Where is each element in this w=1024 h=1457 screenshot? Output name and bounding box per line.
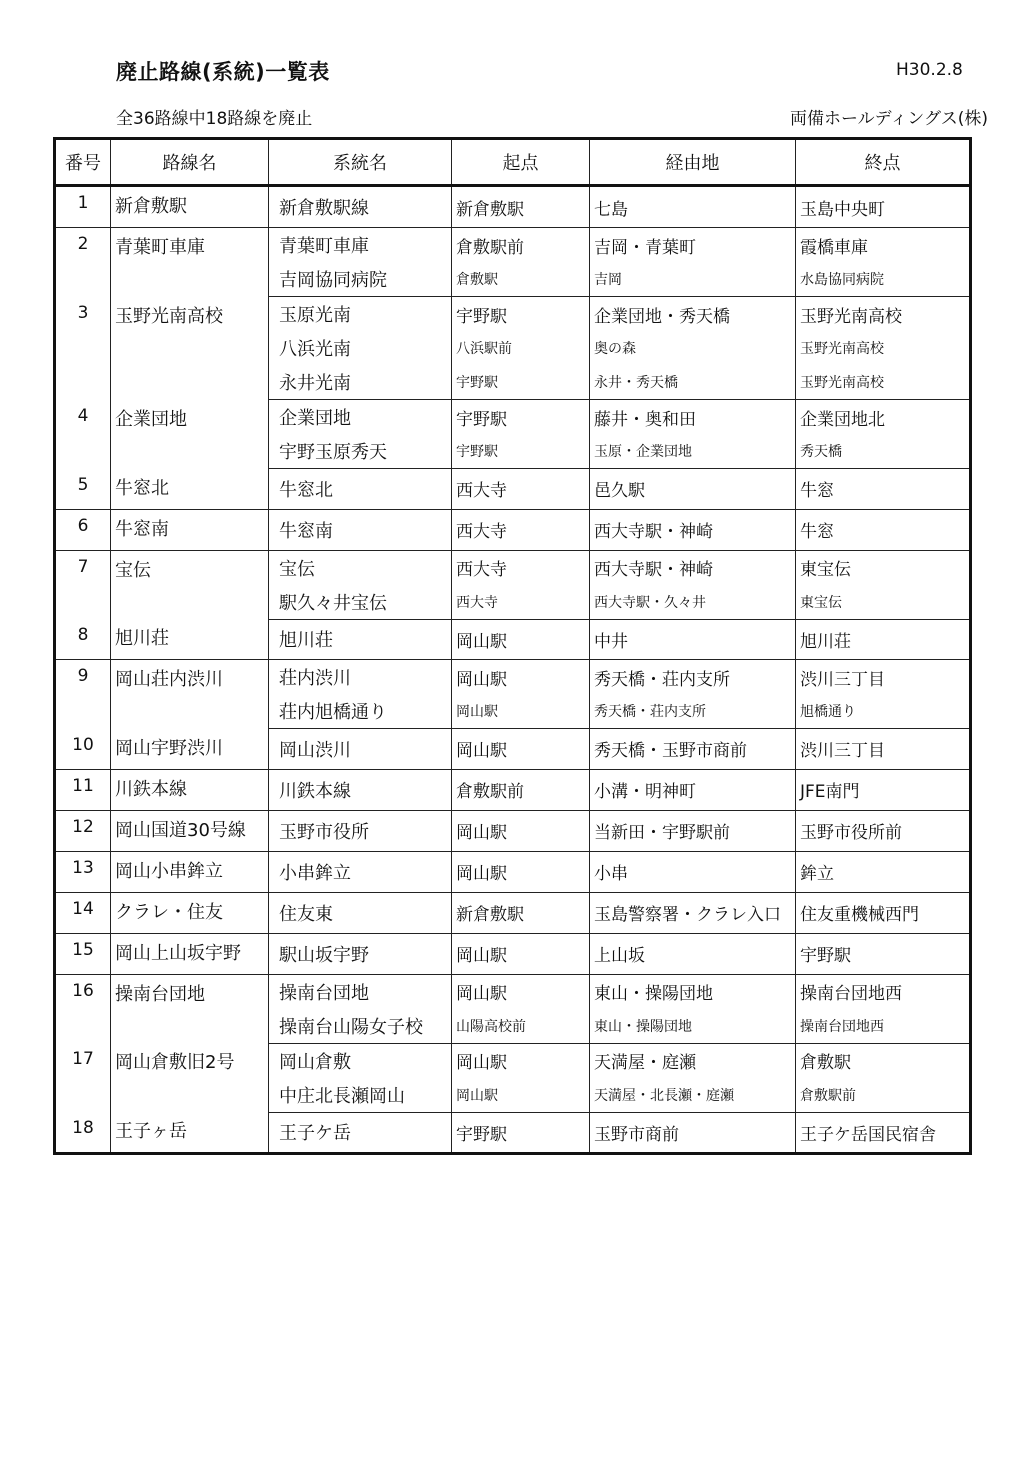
end-point: 操南台団地西 — [796, 1009, 971, 1044]
route-name: 岡山宇野渋川 — [111, 729, 269, 770]
via-points: 東山・操陽団地 — [590, 974, 796, 1009]
table-body — [55, 186, 971, 1154]
via-points: 企業団地・秀天橋 — [590, 297, 796, 332]
page-subtitle: 全36路線中18路線を廃止 — [116, 109, 313, 129]
table-row — [55, 550, 971, 585]
route-name: 岡山国道30号線 — [111, 810, 269, 851]
system-name: 新倉敷駅線 — [269, 186, 452, 228]
system-name: 操南台団地 — [269, 974, 452, 1009]
end-point: 牛窓 — [796, 509, 971, 550]
start-point: 倉敷駅前 — [452, 228, 590, 263]
route-name: クラレ・住友 — [111, 892, 269, 933]
system-name: 宇野玉原秀天 — [269, 434, 452, 469]
route-name: 岡山小串鉾立 — [111, 851, 269, 892]
route-name: 新倉敷駅 — [111, 186, 269, 228]
start-point: 岡山駅 — [452, 810, 590, 851]
route-number: 12 — [55, 810, 111, 851]
end-point: 渋川三丁目 — [796, 729, 971, 770]
route-number: 7 — [55, 550, 111, 619]
system-name: 牛窓南 — [269, 509, 452, 550]
route-name: 企業団地 — [111, 400, 269, 469]
start-point: 岡山駅 — [452, 974, 590, 1009]
page-title: 廃止路線(系統)一覧表 — [116, 60, 330, 84]
via-points: 永井・秀天橋 — [590, 365, 796, 400]
table-row — [55, 769, 971, 810]
route-number: 1 — [55, 186, 111, 228]
route-name: 旭川荘 — [111, 619, 269, 660]
start-point: 宇野駅 — [452, 365, 590, 400]
end-point: 玉野光南高校 — [796, 365, 971, 400]
end-point: 霞橋車庫 — [796, 228, 971, 263]
via-points: 奥の森 — [590, 331, 796, 365]
via-points: 秀天橋・荘内支所 — [590, 660, 796, 695]
start-point: 宇野駅 — [452, 297, 590, 332]
system-name: 旭川荘 — [269, 619, 452, 660]
route-number: 8 — [55, 619, 111, 660]
end-point: 旭川荘 — [796, 619, 971, 660]
start-point: 西大寺 — [452, 509, 590, 550]
end-point: 東宝伝 — [796, 585, 971, 620]
start-point: 倉敷駅 — [452, 262, 590, 297]
system-name: 岡山渋川 — [269, 729, 452, 770]
via-points: 小串 — [590, 851, 796, 892]
table-row — [55, 469, 971, 510]
via-points: 吉岡・青葉町 — [590, 228, 796, 263]
end-point: 東宝伝 — [796, 550, 971, 585]
route-number: 13 — [55, 851, 111, 892]
table-row — [55, 933, 971, 974]
route-number: 4 — [55, 400, 111, 469]
route-number: 16 — [55, 974, 111, 1043]
table-row — [55, 228, 971, 263]
end-point: 旭橋通り — [796, 694, 971, 729]
table-row — [55, 1043, 971, 1078]
route-name: 青葉町車庫 — [111, 228, 269, 297]
via-points: 当新田・宇野駅前 — [590, 810, 796, 851]
system-name: 荘内渋川 — [269, 660, 452, 695]
system-name: 操南台山陽女子校 — [269, 1009, 452, 1044]
end-point: 渋川三丁目 — [796, 660, 971, 695]
system-name: 宝伝 — [269, 550, 452, 585]
system-name: 川鉄本線 — [269, 769, 452, 810]
end-point: 企業団地北 — [796, 400, 971, 435]
via-points: 中井 — [590, 619, 796, 660]
table-row — [55, 400, 971, 435]
table-row — [55, 892, 971, 933]
system-name: 青葉町車庫 — [269, 228, 452, 263]
start-point: 倉敷駅前 — [452, 769, 590, 810]
table-row — [55, 1112, 971, 1154]
route-name: 牛窓北 — [111, 469, 269, 510]
system-name: 八浜光南 — [269, 331, 452, 365]
header-end-point: 終点 — [796, 139, 971, 186]
system-name: 永井光南 — [269, 365, 452, 400]
end-point: 水島協同病院 — [796, 262, 971, 297]
route-name: 操南台団地 — [111, 974, 269, 1043]
via-points: 西大寺駅・久々井 — [590, 585, 796, 620]
table-row — [55, 509, 971, 550]
end-point: 玉野光南高校 — [796, 331, 971, 365]
company-name: 両備ホールディングス(株) — [790, 109, 989, 129]
start-point: 岡山駅 — [452, 660, 590, 695]
start-point: 西大寺 — [452, 585, 590, 620]
route-name: 岡山上山坂宇野 — [111, 933, 269, 974]
via-points: 藤井・奥和田 — [590, 400, 796, 435]
via-points: 東山・操陽団地 — [590, 1009, 796, 1044]
via-points: 玉野市商前 — [590, 1112, 796, 1154]
table-row — [55, 974, 971, 1009]
system-name: 小串鉾立 — [269, 851, 452, 892]
header-route-name: 路線名 — [111, 139, 269, 186]
start-point: 岡山駅 — [452, 619, 590, 660]
route-name: 宝伝 — [111, 550, 269, 619]
discontinued-routes-table — [53, 137, 972, 1155]
system-name: 駅山坂宇野 — [269, 933, 452, 974]
via-points: 秀天橋・荘内支所 — [590, 694, 796, 729]
table-row — [55, 729, 971, 770]
table-row — [55, 186, 971, 228]
route-number: 17 — [55, 1043, 111, 1112]
start-point: 西大寺 — [452, 469, 590, 510]
header-start-point: 起点 — [452, 139, 590, 186]
route-name: 川鉄本線 — [111, 769, 269, 810]
start-point: 岡山駅 — [452, 851, 590, 892]
table-header-row — [55, 139, 971, 186]
end-point: JFE南門 — [796, 769, 971, 810]
route-number: 6 — [55, 509, 111, 550]
start-point: 新倉敷駅 — [452, 892, 590, 933]
table-row — [55, 851, 971, 892]
end-point: 玉島中央町 — [796, 186, 971, 228]
start-point: 宇野駅 — [452, 434, 590, 469]
table-row — [55, 619, 971, 660]
system-name: 中庄北長瀬岡山 — [269, 1078, 452, 1113]
start-point: 八浜駅前 — [452, 331, 590, 365]
start-point: 岡山駅 — [452, 1078, 590, 1113]
route-number: 10 — [55, 729, 111, 770]
end-point: 牛窓 — [796, 469, 971, 510]
table-row — [55, 660, 971, 695]
end-point: 倉敷駅前 — [796, 1078, 971, 1113]
system-name: 住友東 — [269, 892, 452, 933]
system-name: 岡山倉敷 — [269, 1043, 452, 1078]
route-number: 15 — [55, 933, 111, 974]
via-points: 七島 — [590, 186, 796, 228]
route-number: 18 — [55, 1112, 111, 1154]
end-point: 住友重機械西門 — [796, 892, 971, 933]
via-points: 天満屋・北長瀬・庭瀬 — [590, 1078, 796, 1113]
system-name: 吉岡協同病院 — [269, 262, 452, 297]
header-system-name: 系統名 — [269, 139, 452, 186]
header-via: 経由地 — [590, 139, 796, 186]
start-point: 岡山駅 — [452, 1043, 590, 1078]
end-point: 王子ケ岳国民宿舎 — [796, 1112, 971, 1154]
end-point: 玉野光南高校 — [796, 297, 971, 332]
system-name: 荘内旭橋通り — [269, 694, 452, 729]
route-number: 2 — [55, 228, 111, 297]
route-number: 9 — [55, 660, 111, 729]
document-date: H30.2.8 — [896, 60, 963, 80]
via-points: 西大寺駅・神崎 — [590, 509, 796, 550]
header-number: 番号 — [55, 139, 111, 186]
end-point: 倉敷駅 — [796, 1043, 971, 1078]
start-point: 宇野駅 — [452, 400, 590, 435]
start-point: 岡山駅 — [452, 694, 590, 729]
route-number: 3 — [55, 297, 111, 400]
via-points: 天満屋・庭瀬 — [590, 1043, 796, 1078]
start-point: 新倉敷駅 — [452, 186, 590, 228]
system-name: 牛窓北 — [269, 469, 452, 510]
end-point: 宇野駅 — [796, 933, 971, 974]
start-point: 岡山駅 — [452, 729, 590, 770]
table-row — [55, 297, 971, 332]
system-name: 玉野市役所 — [269, 810, 452, 851]
system-name: 玉原光南 — [269, 297, 452, 332]
system-name: 企業団地 — [269, 400, 452, 435]
start-point: 岡山駅 — [452, 933, 590, 974]
start-point: 西大寺 — [452, 550, 590, 585]
route-name: 王子ヶ岳 — [111, 1112, 269, 1154]
via-points: 秀天橋・玉野市商前 — [590, 729, 796, 770]
via-points: 玉島警察署・クラレ入口 — [590, 892, 796, 933]
start-point: 宇野駅 — [452, 1112, 590, 1154]
table-row — [55, 810, 971, 851]
route-name: 岡山倉敷旧2号 — [111, 1043, 269, 1112]
system-name: 駅久々井宝伝 — [269, 585, 452, 620]
end-point: 秀天橋 — [796, 434, 971, 469]
end-point: 玉野市役所前 — [796, 810, 971, 851]
route-number: 11 — [55, 769, 111, 810]
route-number: 5 — [55, 469, 111, 510]
route-name: 玉野光南高校 — [111, 297, 269, 400]
end-point: 鉾立 — [796, 851, 971, 892]
via-points: 邑久駅 — [590, 469, 796, 510]
route-number: 14 — [55, 892, 111, 933]
system-name: 王子ケ岳 — [269, 1112, 452, 1154]
via-points: 上山坂 — [590, 933, 796, 974]
via-points: 吉岡 — [590, 262, 796, 297]
start-point: 山陽高校前 — [452, 1009, 590, 1044]
via-points: 西大寺駅・神崎 — [590, 550, 796, 585]
via-points: 小溝・明神町 — [590, 769, 796, 810]
route-name: 岡山荘内渋川 — [111, 660, 269, 729]
via-points: 玉原・企業団地 — [590, 434, 796, 469]
end-point: 操南台団地西 — [796, 974, 971, 1009]
route-name: 牛窓南 — [111, 509, 269, 550]
